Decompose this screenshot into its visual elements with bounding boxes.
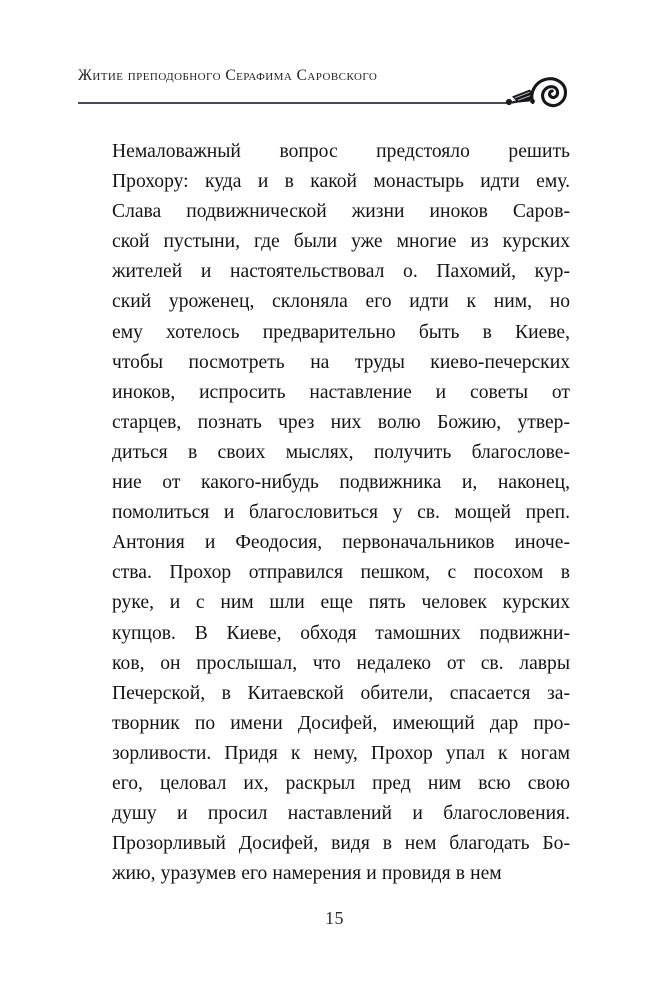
text-line: Прохору: куда и в какой монастырь идти ему. xyxy=(112,171,570,193)
text-line: ему хотелось предварительно быть в Киеве, xyxy=(112,321,570,343)
running-header-title: Житие преподобного Серафима Саровского xyxy=(78,67,378,84)
text-line: зорливости. Придя к нему, Прохор упал к ногам xyxy=(112,742,570,764)
spiral-leaf-ornament-icon xyxy=(496,71,574,115)
header-horizontal-rule xyxy=(78,102,508,104)
text-line: ние от какого-нибудь подвижника и, наконец, xyxy=(112,472,570,494)
text-line: Печерской, в Китаевской обители, спасается за- xyxy=(112,682,570,704)
text-line: его, целовал их, раскрыл пред ним всю свою xyxy=(112,772,570,794)
text-line: диться в своих мыслях, получить благослове- xyxy=(112,441,570,463)
text-line: жию, уразумев его намерения и провидя в нем xyxy=(112,863,502,885)
text-line: ков, он прослышал, что недалеко от св. лавры xyxy=(112,652,570,674)
text-line: Прозорливый Досифей, видя в нем благодать Бо- xyxy=(112,833,570,855)
body-text-block xyxy=(78,137,570,889)
paragraph-prokhor-kiev xyxy=(78,137,570,889)
text-line: Слава подвижнической жизни иноков Саров- xyxy=(112,201,570,223)
text-line: Немаловажный вопрос предстояло решить xyxy=(112,141,570,162)
text-line: чтобы посмотреть на труды киево-печерских xyxy=(112,351,570,373)
text-line: руке, и с ним шли еще пять человек курских xyxy=(112,592,570,614)
text-line: старцев, познать чрез них волю Божию, утвер- xyxy=(112,411,570,433)
text-line: иноков, испросить наставление и советы от xyxy=(112,381,570,403)
header-rule-group xyxy=(78,95,578,113)
text-line: купцов. В Киеве, обходя тамошних подвижни- xyxy=(112,622,570,644)
text-line: ский уроженец, склоняла его идти к ним, но xyxy=(112,291,570,313)
text-line: душу и просил наставлений и благословения. xyxy=(112,803,570,825)
text-line: творник по имени Досифей, имеющий дар про- xyxy=(112,712,570,734)
text-line: ства. Прохор отправился пешком, с посохом в xyxy=(112,562,570,584)
page-number: 15 xyxy=(325,908,344,928)
running-header xyxy=(78,68,578,114)
text-line: ской пустыни, где были уже многие из курских xyxy=(112,231,570,253)
text-line: помолиться и благословиться у св. мощей преп. xyxy=(112,502,570,524)
text-line: жителей и настоятельствовал о. Пахомий, кур- xyxy=(112,261,570,283)
text-line: Антония и Феодосия, первоначальников иноче- xyxy=(112,532,570,554)
